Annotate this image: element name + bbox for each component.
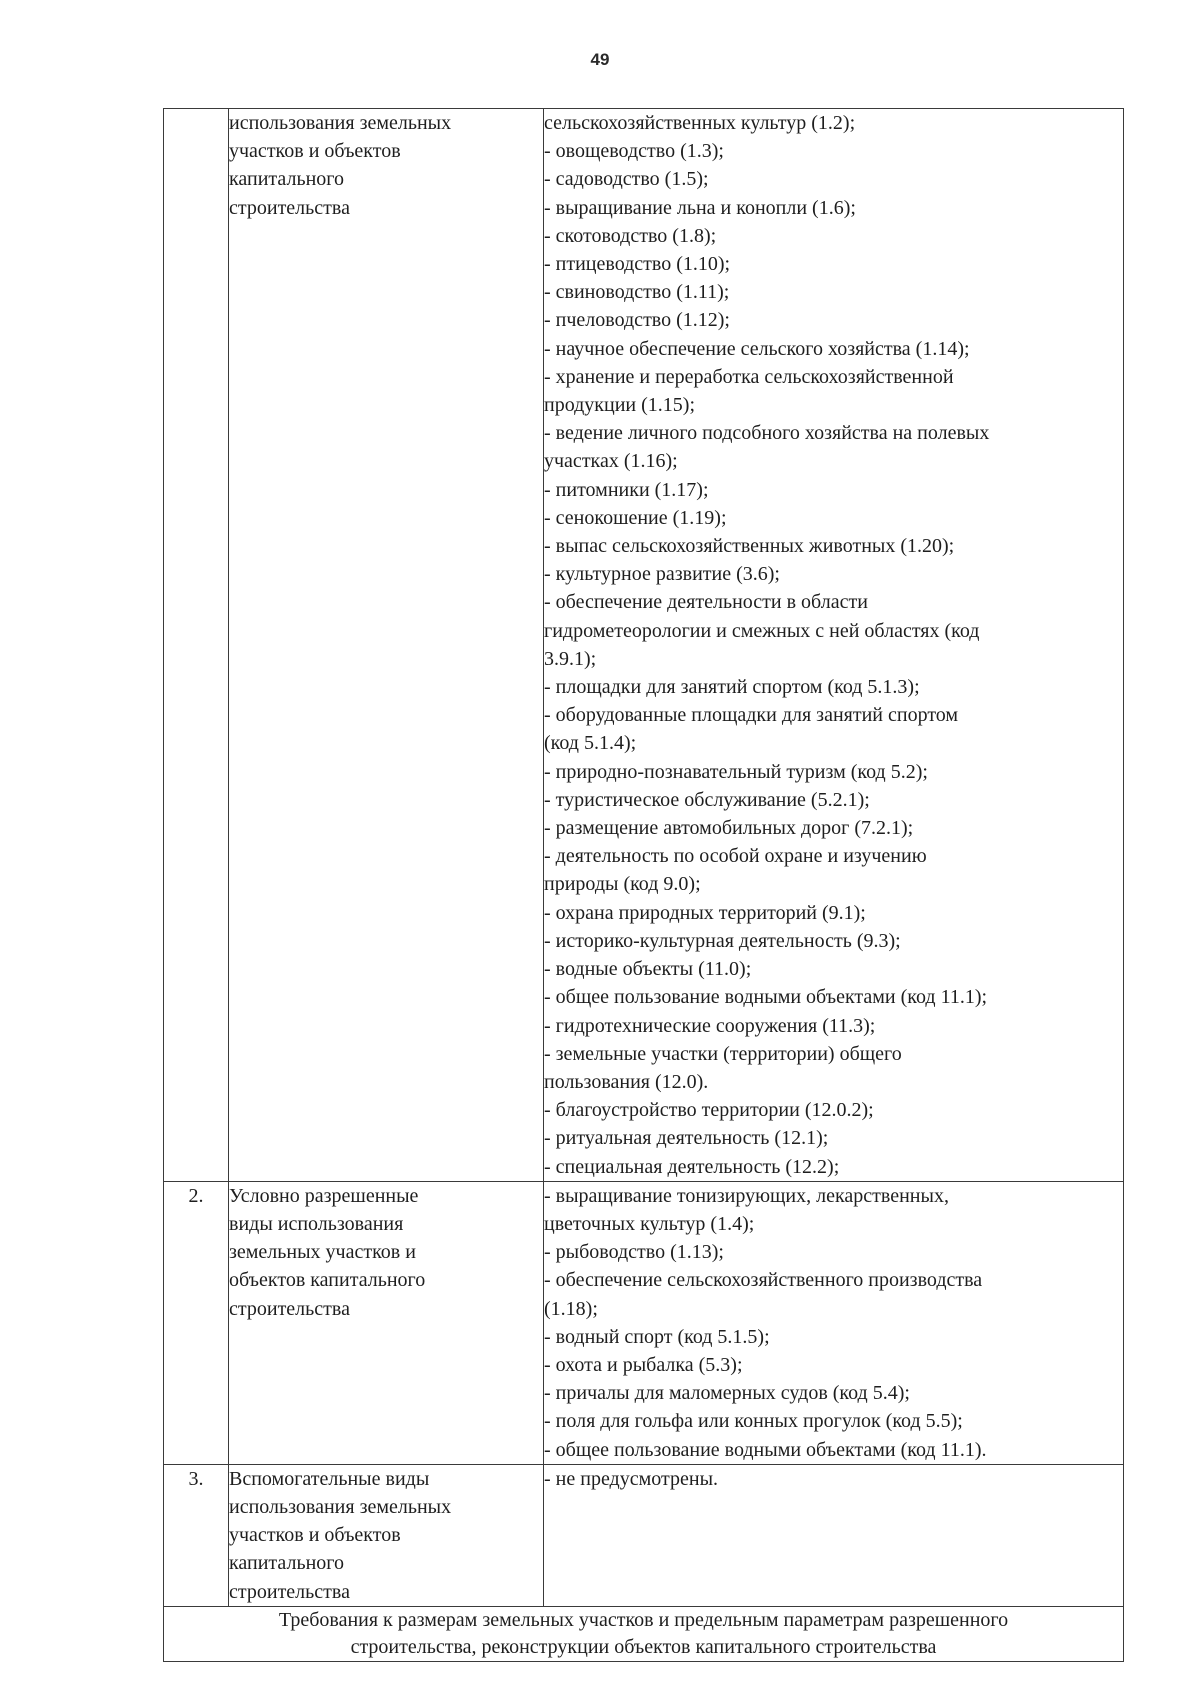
text-line: - размещение автомобильных дорог (7.2.1); [544, 817, 914, 840]
text-line: Требования к размерам земельных участков и предельным параметрам разрешенного [278, 1608, 1009, 1631]
text-line: - ритуальная деятельность (12.1); [544, 1127, 829, 1150]
text-line: использования земельных [229, 1495, 452, 1518]
text-line: цветочных культур (1.4); [544, 1212, 755, 1235]
text-line: - гидротехнические сооружения (11.3); [544, 1014, 876, 1037]
text-line: (1.18); [544, 1297, 598, 1320]
text-line: - птицеводство (1.10); [544, 253, 731, 276]
text-line: - не предусмотрены. [544, 1467, 719, 1490]
text-line: земельных участков и [229, 1241, 416, 1264]
text-line: строительства, реконструкции объектов капитального строительства [350, 1635, 937, 1658]
text-line: продукции (1.15); [544, 394, 696, 417]
section-heading-requirements [164, 1606, 1124, 1661]
text-line: - выращивание льна и конопли (1.6); [544, 196, 856, 219]
row-permitted-uses-list [544, 109, 1124, 1182]
text-line: объектов капитального [229, 1269, 426, 1292]
text-line: пользования (12.0). [544, 1070, 709, 1093]
text-line: Условно разрешенные [229, 1184, 419, 1207]
text-line: - культурное развитие (3.6); [544, 563, 780, 586]
text-line: - оборудованные площадки для занятий спортом [544, 704, 959, 727]
text-line: - земельные участки (территории) общего [544, 1042, 902, 1065]
text-line: природы (код 9.0); [544, 873, 701, 896]
text-line: - деятельность по особой охране и изучению [544, 845, 927, 868]
text-line: - обеспечение деятельности в области [544, 591, 868, 614]
text-line: - охота и рыбалка (5.3); [544, 1353, 743, 1376]
text-line: участках (1.16); [544, 450, 678, 473]
text-line: - выращивание тонизирующих, лекарственных, [544, 1184, 949, 1207]
land-use-table [163, 108, 1124, 1662]
text-line: - туристическое обслуживание (5.2.1); [544, 788, 870, 811]
text-line: - общее пользование водными объектами (код 11.1). [544, 1438, 987, 1461]
text-line: строительства [229, 196, 350, 219]
text-line: сельскохозяйственных культур (1.2); [544, 112, 856, 134]
text-line: - скотоводство (1.8); [544, 224, 717, 247]
text-line: - природно-познавательный туризм (код 5.2); [544, 760, 928, 783]
text-line: строительства [229, 1297, 350, 1320]
text-line: - водный спорт (код 5.1.5); [544, 1325, 770, 1348]
text-line: участков и объектов [229, 1524, 401, 1547]
text-line: - ведение личного подсобного хозяйства на полевых [544, 422, 990, 445]
text-line: - обеспечение сельскохозяйственного производства [544, 1269, 983, 1292]
text-line: - хранение и переработка сельскохозяйственной [544, 365, 954, 388]
text-line: - специальная деятельность (12.2); [544, 1155, 840, 1178]
text-line: 3.9.1); [544, 647, 597, 670]
text-line: - садоводство (1.5); [544, 168, 709, 191]
text-line: капитального [229, 168, 344, 191]
text-line: - выпас сельскохозяйственных животных (1.20); [544, 535, 955, 558]
text-line: - поля для гольфа или конных прогулок (код 5.5); [544, 1410, 963, 1433]
text-line: - общее пользование водными объектами (код 11.1); [544, 986, 988, 1009]
row-permitted-uses-list [544, 1464, 1124, 1606]
table-body [164, 109, 1124, 1662]
row-category-name [229, 1181, 544, 1464]
text-line: - научное обеспечение сельского хозяйства (1.14); [544, 337, 970, 360]
text-line: - питомники (1.17); [544, 478, 709, 501]
row-number: 3. [164, 1464, 229, 1606]
table-row-main-uses [164, 109, 1124, 1182]
text-line: - благоустройство территории (12.0.2); [544, 1099, 874, 1122]
page-number: 49 [590, 50, 610, 69]
table-row-auxiliary-uses [164, 1464, 1124, 1606]
text-line: - свиноводство (1.11); [544, 281, 730, 304]
text-line: участков и объектов [229, 140, 401, 163]
table-row-conditional-uses [164, 1181, 1124, 1464]
text-line: использования земельных [229, 112, 452, 134]
text-line: Вспомогательные виды [229, 1467, 430, 1490]
row-category-name [229, 1464, 544, 1606]
text-line: виды использования [229, 1212, 404, 1235]
text-line: - историко-культурная деятельность (9.3); [544, 929, 901, 952]
text-line: (код 5.1.4); [544, 732, 637, 755]
text-line: - водные объекты (11.0); [544, 958, 752, 981]
text-line: - охрана природных территорий (9.1); [544, 901, 866, 924]
text-line: - пчеловодство (1.12); [544, 309, 730, 332]
text-line: - причалы для маломерных судов (код 5.4); [544, 1382, 910, 1405]
row-number [164, 109, 229, 1182]
table-row-footer [164, 1606, 1124, 1661]
row-permitted-uses-list [544, 1181, 1124, 1464]
text-line: капитального [229, 1552, 344, 1575]
text-line: - площадки для занятий спортом (код 5.1.3); [544, 676, 920, 699]
text-line: гидрометеорологии и смежных с ней областях (код [544, 619, 980, 642]
text-line: - рыбоводство (1.13); [544, 1241, 724, 1264]
text-line: - овощеводство (1.3); [544, 140, 724, 163]
row-number: 2. [164, 1181, 229, 1464]
text-line: строительства [229, 1580, 350, 1603]
row-category-name [229, 109, 544, 1182]
text-line: - сенокошение (1.19); [544, 506, 727, 529]
